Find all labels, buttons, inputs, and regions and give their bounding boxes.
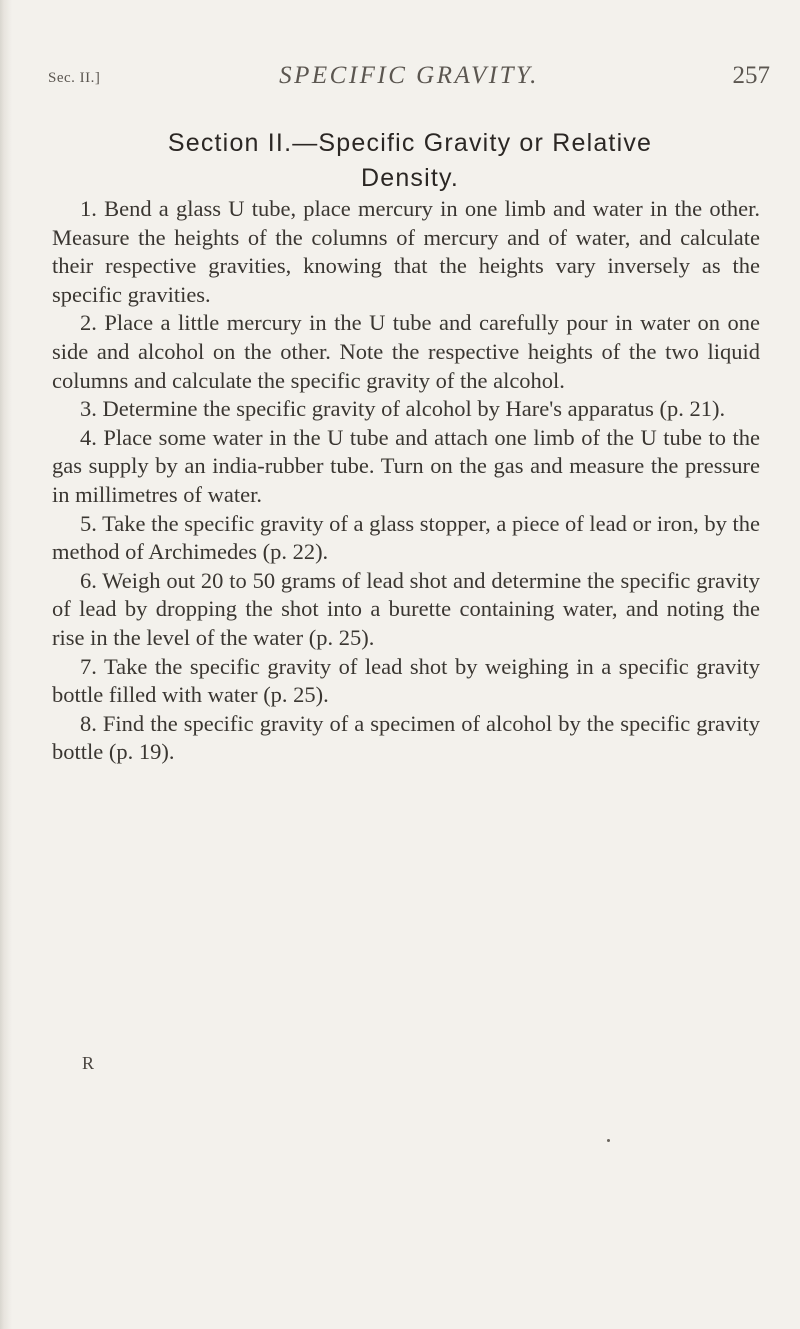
exercise-paragraph: 1. Bend a glass U tube, place mercury in one limb and water in the other. Measure the heights of the columns of mercury and of water, and calculate their respective gravities, knowing that the heights vary inversely as the specific gravities. xyxy=(52,196,760,307)
section-heading xyxy=(72,126,748,196)
exercise-paragraph: 3. Determine the specific gravity of alcohol by Hare's apparatus (p. 21). xyxy=(80,396,726,422)
page-number: 257 xyxy=(732,62,770,89)
running-head-section: Sec. II.] xyxy=(48,70,101,86)
exercise-list xyxy=(52,195,760,767)
exercise-paragraph: 4. Place some water in the U tube and attach one limb of the U tube to the gas supply by an india-rubber tube. Turn on the gas and measure the pressure in millimetres of water. xyxy=(52,424,760,507)
running-head-title: SPECIFIC GRAVITY. xyxy=(279,62,539,89)
page-gutter-edge xyxy=(0,0,12,1329)
exercise-paragraph: 2. Place a little mercury in the U tube and carefully pour in water on one side and alcohol on the other. Note the respective heights of the two liquid columns and calculate the specific gravity of the alcohol. xyxy=(52,310,760,393)
exercise-paragraph: 7. Take the specific gravity of lead shot by weighing in a specific gravity bottle filled with water (p. 25). xyxy=(52,653,760,708)
exercise-paragraph: 6. Weigh out 20 to 50 grams of lead shot and determine the specific gravity of lead by dropping the shot into a burette containing water, and noting the rise in the level of the water (p. 25). xyxy=(52,567,760,650)
print-speck xyxy=(607,1139,610,1142)
section-heading-line-1: Section II.—Specific Gravity or Relative xyxy=(167,129,653,157)
section-heading-line-2: Density. xyxy=(360,164,460,192)
exercise-paragraph: 5. Take the specific gravity of a glass stopper, a piece of lead or iron, by the method of Archimedes (p. 22). xyxy=(52,510,760,565)
signature-mark: R xyxy=(82,1053,95,1073)
running-head xyxy=(48,58,770,98)
exercise-paragraph: 8. Find the specific gravity of a specimen of alcohol by the specific gravity bottle (p. 19). xyxy=(52,710,760,765)
